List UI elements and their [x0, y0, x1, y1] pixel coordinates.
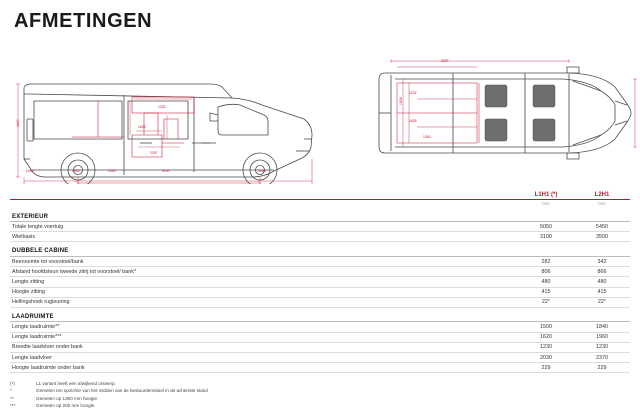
row-value-l2h1: 229 [574, 363, 630, 373]
footnote-mark: ** [10, 395, 14, 401]
table-row [10, 332, 630, 342]
dim-label-side-rear: 1056 [26, 169, 34, 173]
dim-label-side-b: 2050 [108, 169, 116, 173]
table-row [10, 256, 630, 266]
table-row [10, 232, 630, 242]
row-value-l2h1: 415 [574, 287, 630, 297]
dim-label-interior-b: 1628 [138, 125, 146, 129]
row-value-l1h1: 3100 [518, 232, 574, 242]
group-header-laadruimte [10, 307, 630, 322]
dimensions-table [10, 190, 630, 373]
row-label: Hellingshoek rugleuning [10, 297, 518, 307]
table-row [10, 352, 630, 362]
row-value-l1h1: 2030 [518, 352, 574, 362]
row-value-l2h1: 2370 [574, 352, 630, 362]
dim-label-side-front-overhang: 1990 [72, 169, 80, 173]
row-value-l1h1: 415 [518, 287, 574, 297]
top-view-svg [357, 39, 640, 184]
row-label: Breedte laadvloer onder bank [10, 342, 518, 352]
row-label: Beenruimte tot voorstoel/bank [10, 256, 518, 266]
dim-label-top-width-a: 1232 [409, 91, 417, 95]
table-row [10, 297, 630, 307]
row-value-l1h1: 1620 [518, 332, 574, 342]
table-row [10, 342, 630, 352]
row-label: Lengte laadruimte*** [10, 332, 518, 342]
top-view-vehicle-drawing [357, 39, 640, 184]
row-value-l2h1: 866 [574, 267, 630, 277]
row-value-l2h1: 342 [574, 256, 630, 266]
group-header-exterieur [10, 208, 630, 222]
header-col-l1h1: L1H1 (*) [518, 190, 574, 199]
row-value-l2h1: 5450 [574, 222, 630, 232]
row-value-l2h1: 3500 [574, 232, 630, 242]
row-label: Wielbasis [10, 232, 518, 242]
table-row [10, 287, 630, 297]
row-value-l1h1: 22° [518, 297, 574, 307]
row-label: Lengte zitting [10, 277, 518, 287]
group-title: EXTERIEUR [10, 208, 630, 222]
row-label: Hoogte zitting [10, 287, 518, 297]
table-row [10, 267, 630, 277]
table-row [10, 322, 630, 332]
row-value-l1h1: 1230 [518, 342, 574, 352]
row-value-l2h1: 1840 [574, 322, 630, 332]
footnotes [10, 380, 630, 408]
row-value-l2h1: 480 [574, 277, 630, 287]
unit-blank [10, 199, 518, 208]
group-title: DUBBELE CABINE [10, 242, 630, 257]
dim-label-top-floor-width: 1340 [423, 135, 431, 139]
dim-label-side-total-length: 5050 [258, 169, 266, 173]
dim-label-top-width-b: 1628 [409, 119, 417, 123]
row-label: Totale lengte voertuig [10, 222, 518, 232]
footnote-mark: (*) [10, 381, 15, 387]
row-value-l1h1: 229 [518, 363, 574, 373]
row-value-l1h1: 5050 [518, 222, 574, 232]
side-view-vehicle-drawing [12, 39, 322, 184]
row-value-l2h1: 1230 [574, 342, 630, 352]
header-blank [10, 190, 518, 199]
row-value-l1h1: 282 [518, 256, 574, 266]
footnote-item [10, 380, 630, 387]
table-row [10, 277, 630, 287]
table-header-row [10, 190, 630, 199]
footnote-text: L1 variant heeft een afwijkend ontwerp. [36, 381, 116, 387]
table-unit-row [10, 199, 630, 208]
dim-label-interior-a: 1232 [158, 105, 166, 109]
footnote-item [10, 395, 630, 402]
footnote-text: Gemeten op 200 mm hoogte [36, 402, 95, 408]
drawings-area [12, 39, 628, 184]
row-label: Afstand hoofdsteun tweede zitrij tot voorstoel/ bank* [10, 267, 518, 277]
page-title: AFMETINGEN [14, 10, 153, 32]
unit-col-l2h1: mm [598, 200, 606, 206]
table-row [10, 222, 630, 232]
side-view-svg [12, 39, 322, 184]
row-value-l1h1: 1500 [518, 322, 574, 332]
dim-label-top-inner-width: 1904 [399, 97, 403, 105]
footnote-text: Gemeten op 1300 mm hoogte [36, 395, 98, 401]
row-value-l2h1: 1960 [574, 332, 630, 342]
footnote-item [10, 387, 630, 394]
footnote-item [10, 402, 630, 409]
row-label: Lengte laadruimte** [10, 322, 518, 332]
group-title: LAADRUIMTE [10, 307, 630, 322]
row-value-l2h1: 22° [574, 297, 630, 307]
table-row [10, 363, 630, 373]
group-header-dubbele-cabine [10, 242, 630, 257]
header-col-l2h1: L2H1 [574, 190, 630, 199]
row-value-l1h1: 480 [518, 277, 574, 287]
row-label: Lengte laadvloer [10, 352, 518, 362]
dim-label-side-height: 1640 [16, 119, 20, 127]
footnote-mark: *** [10, 402, 16, 408]
unit-col-l1h1: mm [542, 200, 550, 206]
row-label: Hoogte laadruimte onder bank [10, 363, 518, 373]
footnote-text: Gemeten ten opzichte van het midden van de bestuurdersstoel in de achterste stand [36, 388, 208, 394]
dim-label-top-length: 2297 [441, 59, 449, 63]
footnote-mark: * [10, 388, 12, 394]
dim-label-side-wheelbase: 3100 [162, 169, 170, 173]
row-value-l1h1: 806 [518, 267, 574, 277]
dim-label-interior-c: 2297 [150, 151, 158, 155]
